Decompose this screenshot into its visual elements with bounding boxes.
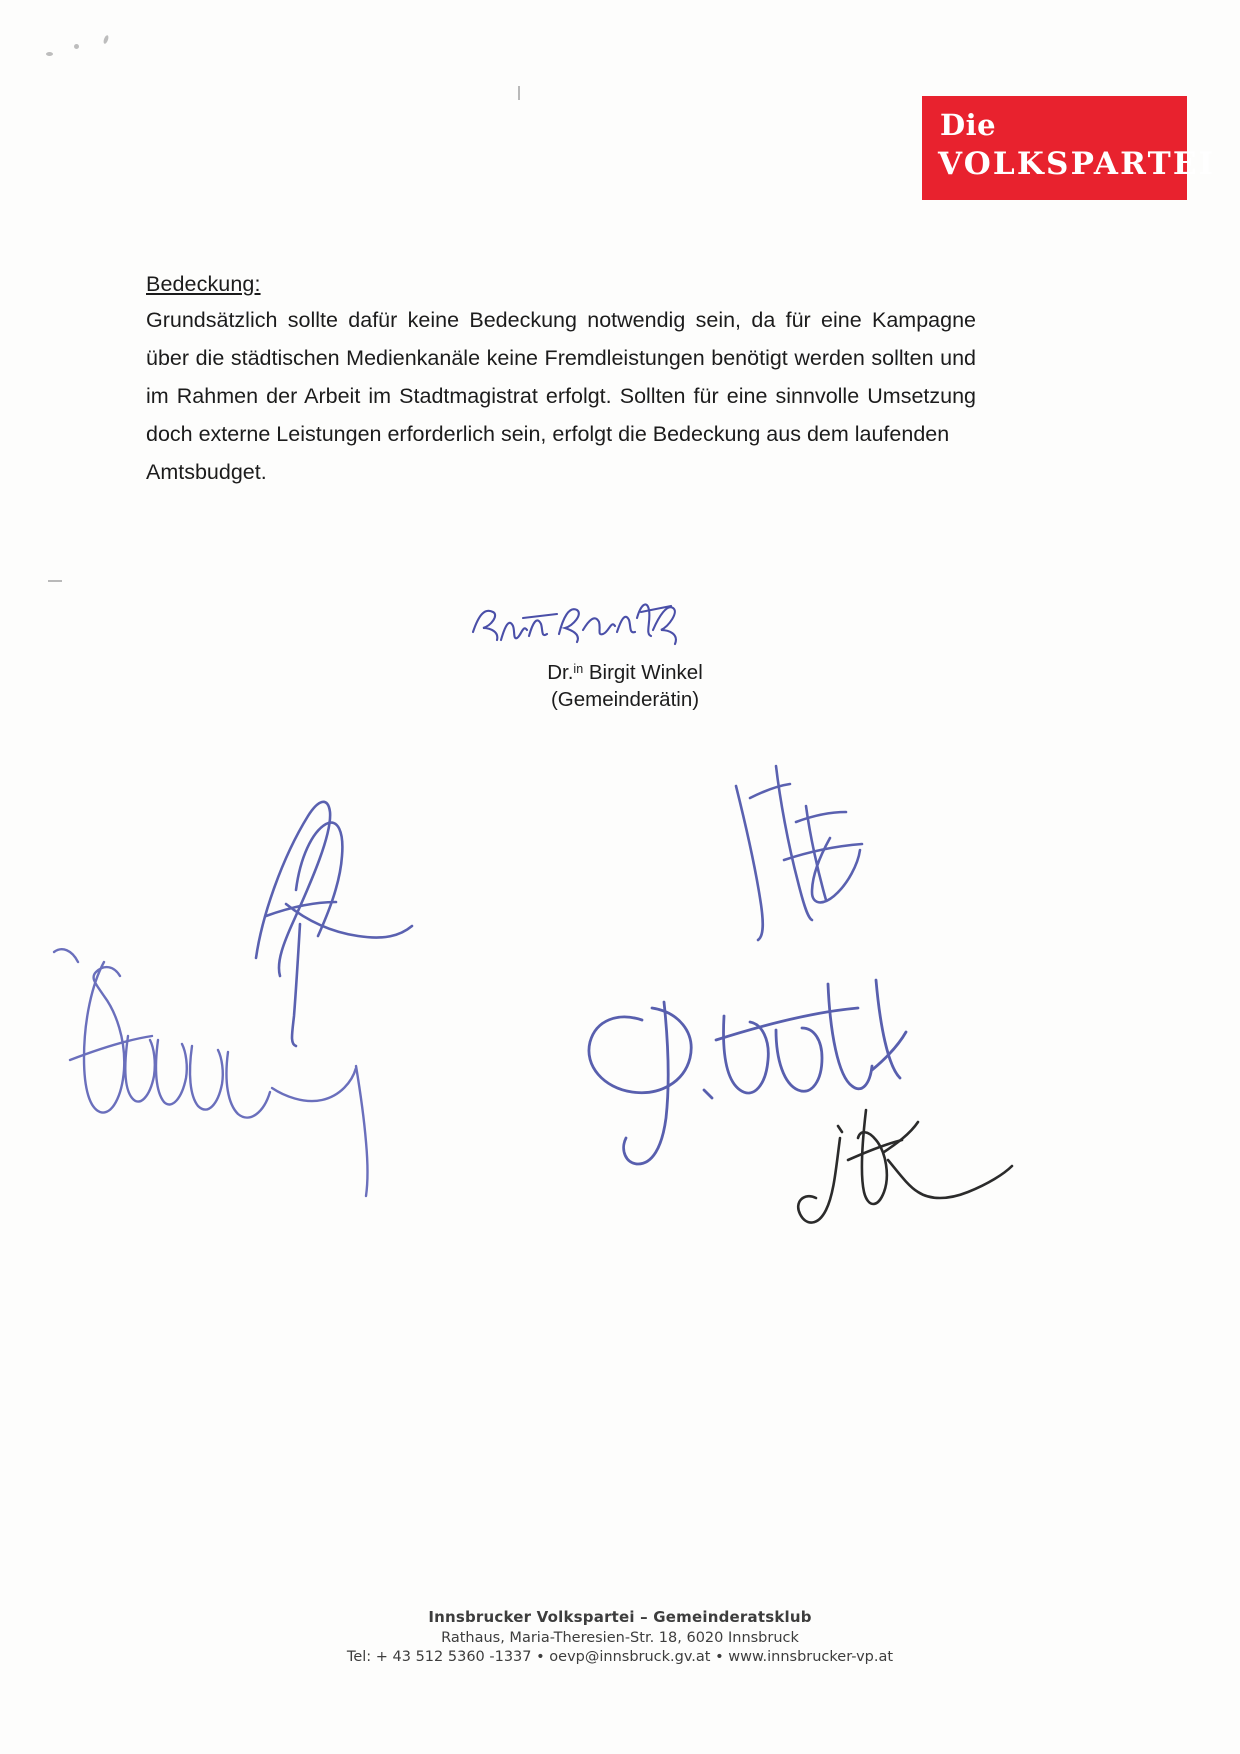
signature-block	[465, 596, 785, 713]
paragraph-line: Grundsätzlich sollte dafür keine Bedeckung notwendig sein, da für eine Kampagne	[146, 308, 976, 332]
paragraph-line: über die städtischen Medienkanäle keine Fremdleistungen benötigt werden sollten und	[146, 346, 976, 370]
signature-scrawl-3	[736, 766, 862, 940]
scan-speckle	[74, 44, 79, 49]
paragraph-line: doch externe Leistungen erforderlich sein, erfolgt die Bedeckung aus dem laufenden	[146, 422, 950, 446]
paragraph-line: Amtsbudget.	[146, 460, 267, 484]
section-heading: Bedeckung:	[146, 272, 261, 296]
footer-line-organisation: Innsbrucker Volkspartei – Gemeinderatsklub	[428, 1608, 812, 1626]
scan-speckle	[46, 52, 53, 56]
signature-name-prefix: Dr.	[547, 661, 574, 684]
body-paragraph	[146, 301, 976, 491]
scan-tick-mark	[48, 580, 62, 582]
document-body	[146, 272, 976, 491]
page-footer	[0, 1608, 1240, 1665]
logo-line-volkspartei: VOLKSPARTEI	[938, 146, 1216, 182]
paragraph-line: im Rahmen der Arbeit im Stadtmagistrat erfolgt. Sollten für eine sinnvolle Umsetzung	[146, 384, 976, 408]
handwritten-signatures-area	[0, 740, 1240, 1280]
signature-scrawl-5	[798, 1110, 1012, 1223]
signature-name-text: Birgit Winkel	[583, 661, 703, 684]
signature-name-superscript: in	[573, 662, 584, 676]
scan-speckle	[103, 35, 110, 45]
signature-scrawl-1	[256, 802, 412, 1046]
footer-line-address: Rathaus, Maria-Theresien-Str. 18, 6020 Innsbruck	[441, 1630, 799, 1646]
scan-tick-mark	[518, 86, 520, 100]
signature-scrawl-2	[54, 949, 368, 1196]
signature-name	[465, 656, 785, 686]
logo-line-die: Die	[940, 108, 997, 142]
signature-role: (Gemeinderätin)	[550, 688, 700, 711]
handwritten-signature-birgit-winkel	[465, 596, 785, 656]
volkspartei-logo	[922, 96, 1216, 200]
footer-line-contact: Tel: + 43 512 5360 -1337 • oevp@innsbruck.gv.at • www.innsbrucker-vp.at	[346, 1649, 894, 1665]
